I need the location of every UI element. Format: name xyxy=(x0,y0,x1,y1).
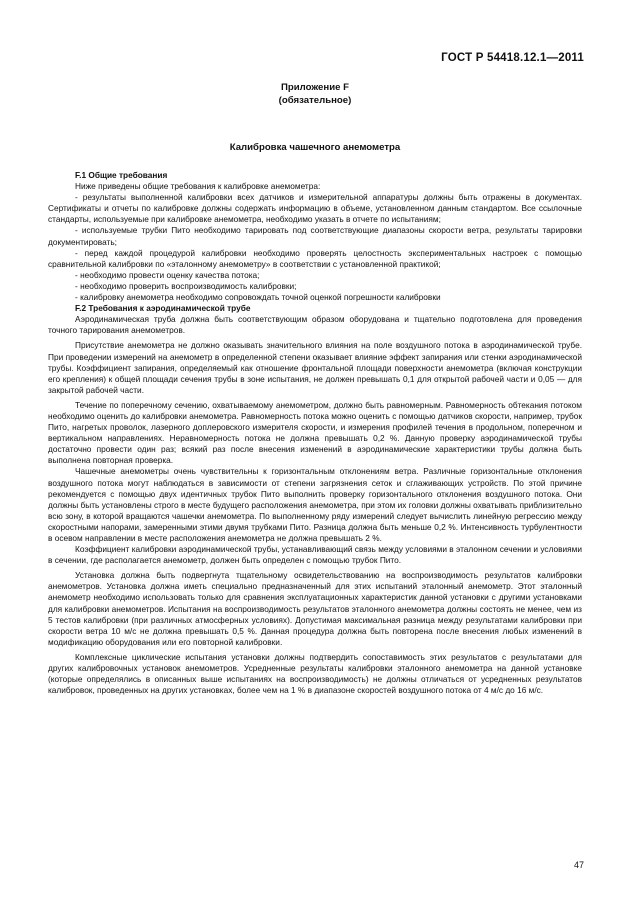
paragraph: Течение по поперечному сечению, охватываемому анемометром, должно быть равномерным. Равномерность обтекания потоком необходимо оценить до калибровки анемометра. Равномерность потока можно оценить с помощью датчиков скорости, например, трубок Пито, нагретых проволок, лазерного доплеровского измерителя скорости, и измерения профилей течения в продольном, поперечном и вертикальном направлениях. Неравномерность потока не должна превышать 0,2 %. Данную проверку аэродинамической трубы достаточно провести один раз; всякий раз после внесения изменений в аэродинамические характеристики трубы должна быть выполнена повторная проверка. xyxy=(48,399,582,466)
list-item: - калибровку анемометра необходимо сопровождать точной оценкой погрешности калибровки xyxy=(75,292,441,303)
page-number: 47 xyxy=(573,860,584,870)
list-item: - необходимо провести оценку качества потока; xyxy=(75,269,260,280)
appendix-status: (обязательное) xyxy=(278,95,352,106)
paragraph: Установка должна быть подвергнута тщательному освидетельствованию на воспроизводимость результатов калибровки анемометров. Установка должна иметь специально предназначенный для этих испытаний эталонный анемометр. Этот эталонный анемометр необходимо использовать только для сравнения эксплуатационных характеристик данной установки с другими установками для калибровки анемометров. Испытания на воспроизводимость результатов эталонного анемометра должны состоять не менее, чем из 5 тестов калибровки (при различных атмосферных условиях). Допустимая максимальная разница между результатами калибровки при скорости ветра 10 м/с не должна превышать 0,5 %. Данная процедура должна быть повторена после внесения любых изменений в модификацию оборудования или его повторной калибровки. xyxy=(48,570,582,647)
appendix-heading xyxy=(0,81,630,107)
section-heading: F.1 Общие требования xyxy=(75,170,168,180)
list-item: - используемые трубки Пито необходимо тарировать под соответствующие диапазоны скорости ветра, результаты тарировки документировать; xyxy=(48,225,582,247)
standard-header: ГОСТ Р 54418.12.1—2011 xyxy=(441,52,584,64)
paragraph: Комплексные циклические испытания установки должны подтвердить сопоставимость этих результатов с результатами для других калибровочных установок анемометров. Усредненные результаты калибровки эталонного анемометра на данной установке (которые определялись в описанных выше испытаниях на воспроизводимость) не должны отличаться от усредненных результатов калибровок, проведенных на других установках, более чем на 1 % в диапазоне скоростей воздушного потока от 4 м/с до 16 м/с. xyxy=(48,651,582,696)
paragraph: Коэффициент калибровки аэродинамической трубы, устанавливающий связь между условиями в эталонном сечении и условиями в сечении, где располагается анемометр, должен быть определен с помощью трубок Пито. xyxy=(48,544,582,566)
section-heading: F.2 Требования к аэродинамической трубе xyxy=(75,303,251,314)
paragraph: Аэродинамическая труба должна быть соответствующим образом оборудована и тщательно подготовлена для проведения точного тарирования анемометров. xyxy=(48,314,582,336)
document-body xyxy=(48,170,582,696)
appendix-title: Приложение F xyxy=(281,82,349,93)
paragraph: Чашечные анемометры очень чувствительны к горизонтальным отклонениям ветра. Различные горизонтальные отклонения воздушного потока могут наблюдаться в зависимости от степени загрязнения сеток и сглаживающих устройств. По этой причине рекомендуется с помощью двух идентичных трубок Пито выполнить проверку горизонтального отклонения воздушного потока. Они должны быть установлены строго в месте будущего расположения анемометра, при этом их головки должны охватывать приблизительно всю зону, в которой вращаются чашечки анемометра. По выполненному ряду измерений следует вычислить линейную регрессию между скоростными напорами, замеренными этими двумя трубками Пито. Разница должна быть меньше 0,2 %. Интенсивность турбулентности в осевом направлении в месте расположения анемометра не должна превышать 2 %. xyxy=(48,466,582,543)
paragraph: Ниже приведены общие требования к калибровке анемометра: xyxy=(75,181,321,192)
list-item: - необходимо проверить воспроизводимость калибровки; xyxy=(75,280,297,291)
paragraph: Присутствие анемометра не должно оказывать значительного влияния на поле воздушного потока в аэродинамической трубе. При проведении измерений на анемометр в определенной степени оказывает влияние эффект запирания или стенки аэродинамической трубы. Коэффициент запирания, определяемый как отношение фронтальной площади поверхности анемометра (включая конструкции его крепления) к общей площади сечения трубы в зоне испытания, не должен превышать 0,1 для открытой рабочей части и 0,05 — для закрытой рабочей части. xyxy=(48,340,582,395)
list-item: - перед каждой процедурой калибровки необходимо проверять целостность экспериментальных настроек с помощью сравнительной калибровки по «эталонному анемометру» в соответствии с установленной практикой; xyxy=(48,247,582,269)
list-item: - результаты выполненной калибровки всех датчиков и измерительной аппаратуры должны быть отражены в документах. Сертификаты и отчеты по калибровке должны содержать информацию в объеме, установленном данным стандартом. Все ссылочные стандарты, используемые при калибровке анемометра, необходимо указать в отчете по испытаниям; xyxy=(48,192,582,225)
page-title: Калибровка чашечного анемометра xyxy=(229,142,401,153)
